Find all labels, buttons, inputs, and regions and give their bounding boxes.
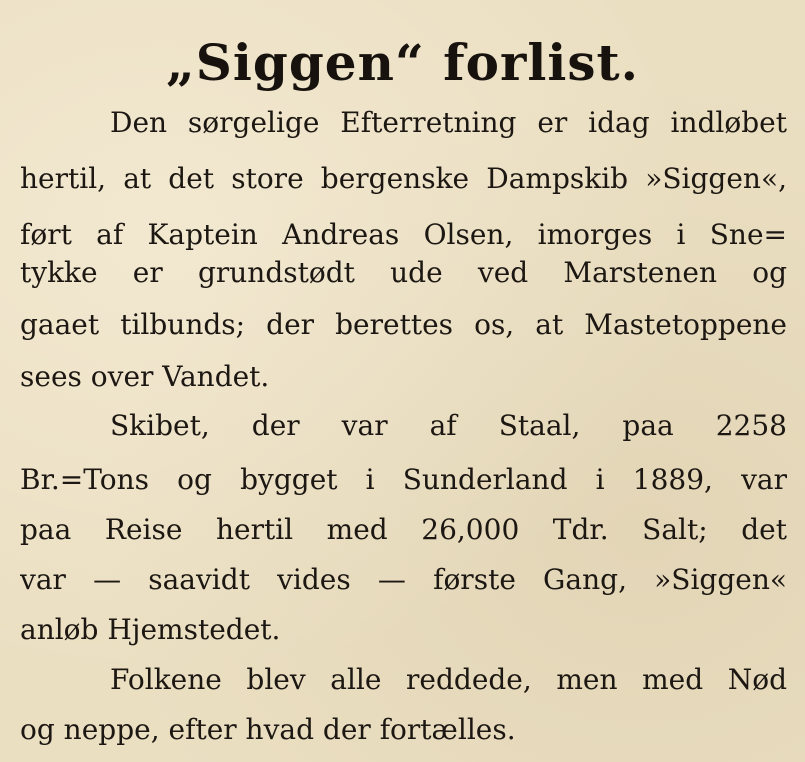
- article-title: „Siggen“ forlist.: [166, 33, 639, 92]
- paragraph-2-line-4: var — saavidt vides — første Gang, »Siggen«: [20, 563, 787, 596]
- paragraph-2-line-1: Skibet, der var af Staal, paa 2258: [110, 409, 787, 442]
- paragraph-3-line-2: og neppe, efter hvad der fortælles.: [20, 713, 516, 746]
- paragraph-2-line-3: paa Reise hertil med 26,000 Tdr. Salt; det: [20, 513, 787, 546]
- paragraph-1-line-1: Den sørgelige Efterretning er idag indløbet: [110, 106, 787, 139]
- paragraph-2-line-5: anløb Hjemstedet.: [20, 613, 281, 646]
- paragraph-1-line-3: ført af Kaptein Andreas Olsen, imorges i Sne=: [20, 218, 787, 251]
- paragraph-2-line-2: Br.=Tons og bygget i Sunderland i 1889, var: [20, 463, 787, 496]
- paragraph-1-line-5: gaaet tilbunds; der berettes os, at Mastetoppene: [20, 308, 787, 341]
- paragraph-1-line-2: hertil, at det store bergenske Dampskib »Siggen«,: [20, 162, 787, 195]
- paragraph-1-line-4: tykke er grundstødt ude ved Marstenen og: [20, 256, 787, 289]
- paragraph-1-line-6: sees over Vandet.: [20, 360, 270, 393]
- paragraph-3-line-1: Folkene blev alle reddede, men med Nød: [110, 663, 787, 696]
